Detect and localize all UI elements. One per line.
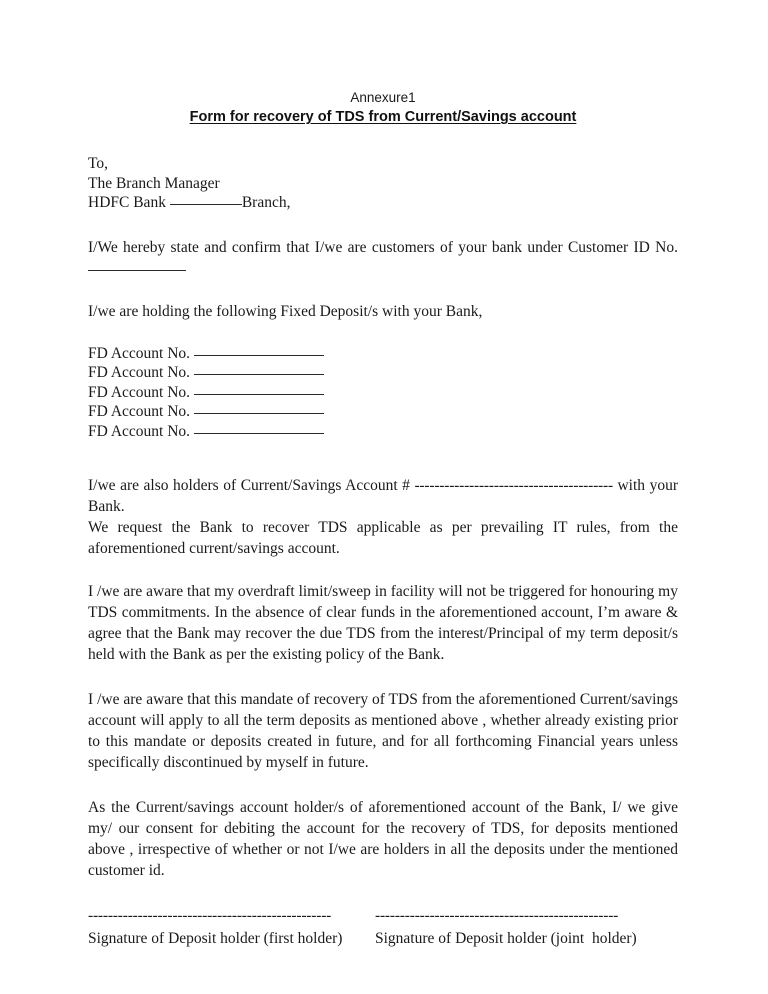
list-item <box>88 344 678 364</box>
fd-account-label: FD Account No. <box>88 422 194 440</box>
bank-name-text: HDFC Bank <box>88 194 170 211</box>
list-item <box>88 422 678 442</box>
paragraph-request-recovery: We request the Bank to recover TDS applicable as per prevailing IT rules, from the aforementioned current/savings account. <box>88 519 682 557</box>
paragraph-also-holders <box>88 475 682 517</box>
fd-account-list <box>88 344 678 442</box>
list-item <box>88 363 678 383</box>
address-block <box>88 154 678 213</box>
paragraph-mandate-scope: I /we are aware that this mandate of recovery of TDS from the aforementioned Current/savings account will apply to all the term deposits as mentioned above , whether already existing prior to this mandate or deposits created in future, and for all forthcoming Financial years unless specifically discontinued by myself in future. <box>88 691 682 771</box>
page-title: Form for recovery of TDS from Current/Savings account <box>189 109 577 125</box>
fd-account-label: FD Account No. <box>88 344 194 362</box>
branch-suffix-text: Branch, <box>241 194 291 211</box>
list-item <box>88 383 678 403</box>
address-line-to: To, <box>88 155 109 172</box>
paragraph-customer-id <box>88 237 678 279</box>
address-line-bank <box>88 193 678 213</box>
document-content <box>88 0 682 961</box>
current-savings-account-blank: ---------------------------------------- <box>414 477 613 494</box>
signature-column-joint-holder <box>375 909 637 949</box>
paragraph-overdraft-awareness: I /we are aware that my overdraft limit/sweep in facility will not be triggered for honouring my TDS commitments. In the absence of clear funds in the aforementioned account, I’m aware & agree that the Bank may recover the due TDS from the interest/Principal of my term deposit/s held with the Bank as per the existing policy of the Bank. <box>88 583 682 663</box>
fd-account-label: FD Account No. <box>88 383 194 401</box>
signature-line-joint-holder[interactable]: ------------------------------------------------- <box>375 907 619 924</box>
fd-account-blank <box>194 355 324 356</box>
document-heading <box>88 88 678 128</box>
customer-id-blank <box>88 270 186 271</box>
signature-block <box>88 909 678 961</box>
fd-account-blank <box>194 374 324 375</box>
paragraph-holding-fd: I/we are holding the following Fixed Deposit/s with your Bank, <box>88 302 483 320</box>
fd-account-blank <box>194 413 324 414</box>
paragraph-consent: As the Current/savings account holder/s of aforementioned account of the Bank, I/ we give my/ our consent for debiting the account for the recovery of TDS, for deposits mentioned above , irrespective of whether or not I/we are holders in all the deposits under the mentioned customer id. <box>88 799 682 879</box>
annexure-label: Annexure1 <box>350 90 416 105</box>
fd-account-blank <box>194 394 324 395</box>
also-holders-prefix-text: I/we are also holders of Current/Savings Account # <box>88 477 415 494</box>
fd-account-blank <box>194 433 324 434</box>
signature-line-first-holder[interactable]: ------------------------------------------------- <box>88 907 332 924</box>
list-item <box>88 402 678 422</box>
fd-account-label: FD Account No. <box>88 403 194 420</box>
address-line-branch-manager: The Branch Manager <box>88 174 220 192</box>
fd-account-label: FD Account No. <box>88 364 194 381</box>
signature-caption-joint-holder: Signature of Deposit holder (joint holder) <box>375 930 637 947</box>
branch-name-blank <box>170 204 242 205</box>
signature-caption-first-holder: Signature of Deposit holder (first holder) <box>88 930 343 947</box>
customer-id-text: I/We hereby state and confirm that I/we are customers of your bank under Customer ID No. <box>88 238 678 256</box>
also-holders-suffix-text: with your Bank. <box>88 477 682 515</box>
signature-column-first-holder <box>88 909 342 949</box>
